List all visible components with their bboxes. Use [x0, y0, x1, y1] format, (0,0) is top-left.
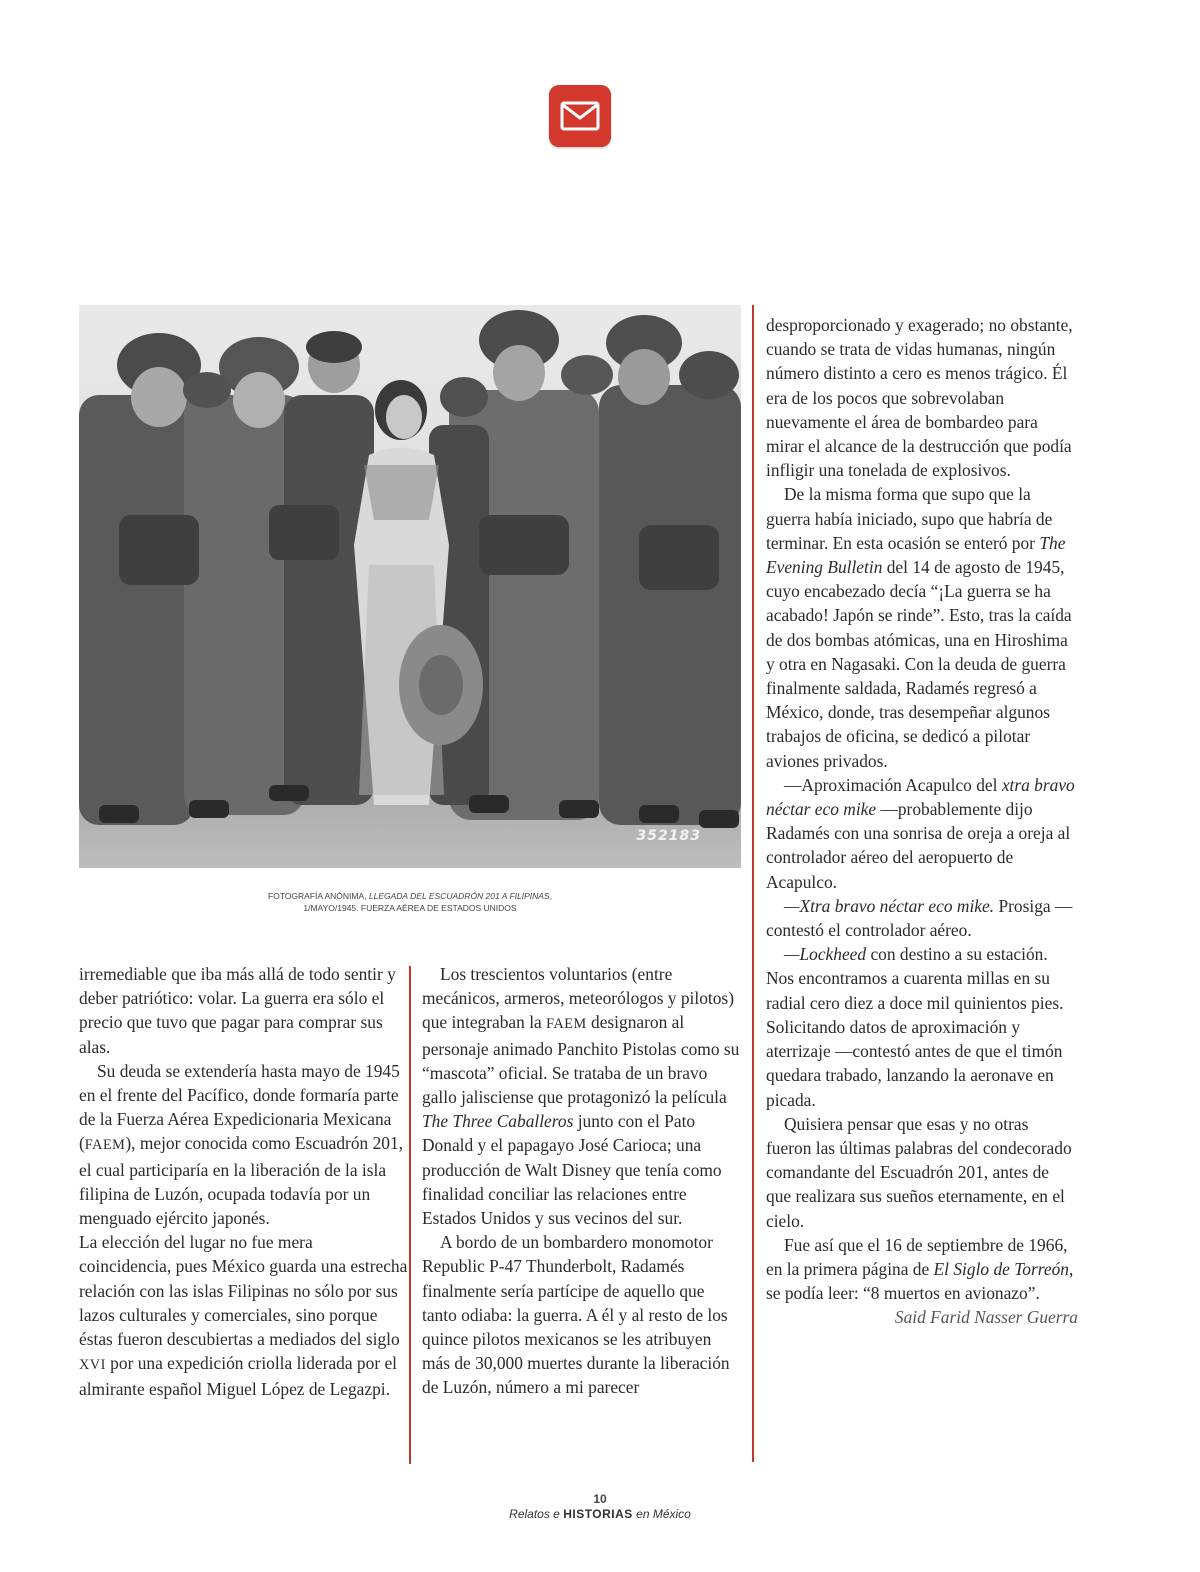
text-run: Prosiga —contestó el controlador aéreo. — [766, 895, 1073, 941]
paragraph — [766, 773, 1078, 894]
text-run: Fue así que el 16 de septiembre de 1966, en la primera página de — [766, 1234, 1068, 1279]
brand-part: Relatos e — [509, 1507, 564, 1521]
envelope-icon — [560, 101, 600, 131]
caption-date-source: 1/MAYO/1945. FUERZA AÉREA DE ESTADOS UNIDOS — [303, 903, 517, 913]
text-column-2 — [422, 962, 742, 1400]
radio-callsign: xtra bravo néctar eco mike — [766, 774, 1075, 820]
roman-numeral: XVI — [79, 1357, 106, 1374]
text-run: ), mejor conocida como Escuadrón 201, el cual participaría en la liberación de la isla filipina de Luzón, ocupada todavía por un menguado ejército japonés. — [79, 1133, 404, 1229]
historic-photo — [79, 305, 741, 868]
text-run: junto con el Pato Donald y el papagayo José Carioca; una producción de Walt Disney que tenía como finalidad conciliar las relaciones entre Estados Unidos y sus vecinos del sur. — [422, 1111, 722, 1229]
column-divider — [752, 305, 754, 1462]
paragraph — [766, 942, 1078, 1111]
mail-button[interactable] — [549, 85, 611, 147]
page-number: 10 — [593, 1492, 607, 1506]
text-run: Su deuda se extendería hasta mayo de 1945 en el frente del Pacífico, donde formaría parte de la Fuerza Aérea Expedicionaria Mexicana ( — [79, 1060, 400, 1154]
paragraph: desproporcionado y exagerado; no obstante, cuando se trata de vidas humanas, ningún número distinto a cero es menos trágico. Él era de los pocos que sobrevolaban nuevamente el área de bombardeo para mirar el alcance de la destrucción que podía infligir una tonelada de explosivos. — [766, 315, 1073, 481]
text-run: —probablemente dijo Radamés con una sonrisa de oreja a oreja al controlador aéreo del aeropuerto de Acapulco. — [766, 799, 1071, 892]
text-run: Los trescientos voluntarios (entre mecánicos, armeros, meteorólogos y pilotos) que integraban la — [422, 964, 734, 1033]
text-run: La elección del lugar no fue mera coincidencia, pues México guarda una estrecha relación con las islas Filipinas no sólo por sus lazos culturales y comerciales, sino porque éstas fueron descubiertas a mediados del siglo — [79, 1232, 408, 1350]
paragraph — [79, 1230, 409, 1401]
page-footer — [0, 1492, 1200, 1521]
paragraph — [766, 482, 1078, 772]
text-run: , se podía leer: “8 muertos en avionazo”. — [766, 1258, 1074, 1304]
paragraph: irremediable que iba más allá de todo sentir y deber patriótico: volar. La guerra era sólo el precio que tuvo que pagar para comprar sus alas. — [79, 964, 396, 1057]
paragraph: A bordo de un bombardero monomotor Republic P-47 Thunderbolt, Radamés finalmente sería partícipe de aquello que tanto odiaba: la guerra. A él y al resto de los quince pilotos mexicanos se les atribuyen más de 30,000 muertes durante la liberación de Luzón, número a mi parecer — [422, 1232, 730, 1398]
acronym: FAEM — [546, 1016, 587, 1033]
caption-credit: FOTOGRAFÍA ANÓNIMA, — [267, 891, 369, 901]
text-run: del 14 de agosto de 1945, cuyo encabezado decía “¡La guerra se ha acabado! Japón se rinde”. Esto, tras la caída de dos bombas atómicas, una en Hiroshima y otra en Nagasaki. Con la deuda de guerra finalmente saldada, Radamés regresó a México, donde, tras desempeñar algunos trabajos de oficina, se dedicó a pilotar aviones privados. — [766, 557, 1072, 771]
newspaper-title: El Siglo de Torreón — [933, 1258, 1069, 1279]
paragraph: Quisiera pensar que esas y no otras fueron las últimas palabras del condecorado comandante del Escuadrón 201, antes de que realizara sus sueños eternamente, en el cielo. — [766, 1113, 1072, 1231]
author-signature: Said Farid Nasser Guerra — [894, 1307, 1078, 1328]
text-column-3 — [766, 313, 1078, 1330]
radio-callsign: —Xtra bravo néctar eco mike. — [784, 895, 995, 916]
brand-part: en México — [632, 1507, 691, 1521]
text-run: designaron al personaje animado Panchito Pistolas como su “mascota” oficial. Se trataba de un bravo gallo jalisciense que protagonizó la película — [422, 1012, 740, 1108]
paragraph — [422, 962, 742, 1230]
film-title: The Three Caballeros — [422, 1111, 574, 1132]
caption-punct: , — [549, 891, 553, 901]
text-run: con destino a su estación. Nos encontramos a cuarenta millas en su radial cero diez a doce mil quinientos pies. Solicitando datos de aproximación y aterrizaje —contestó antes de que el timón quedara trabado, lanzando la aeronave en picada. — [766, 944, 1064, 1110]
text-run: por una expedición criolla liderada por el almirante español Miguel López de Legazpi. — [79, 1353, 398, 1400]
caption-title: LLEGADA DEL ESCUADRÓN 201 A FILIPINAS — [368, 891, 550, 901]
photo-caption — [190, 890, 630, 914]
text-run: De la misma forma que supo que la guerra había iniciado, supo que habría de terminar. En esta ocasión se enteró por — [766, 484, 1053, 553]
brand-part: HISTORIAS — [563, 1507, 633, 1521]
column-divider — [409, 966, 411, 1464]
acronym: FAEM — [84, 1137, 126, 1154]
text-run: —Aproximación Acapulco del — [784, 774, 1002, 795]
publication-name — [0, 1507, 1200, 1521]
photo-id-mark: 352183 — [636, 828, 701, 844]
text-column-1 — [79, 962, 409, 1402]
paragraph — [766, 894, 1078, 942]
paragraph — [79, 1059, 409, 1230]
soldiers-photo-illustration — [79, 305, 741, 868]
paragraph — [766, 1233, 1078, 1306]
aircraft-name: —Lockheed — [784, 944, 867, 965]
newspaper-title: The Evening Bulletin — [766, 532, 1066, 578]
